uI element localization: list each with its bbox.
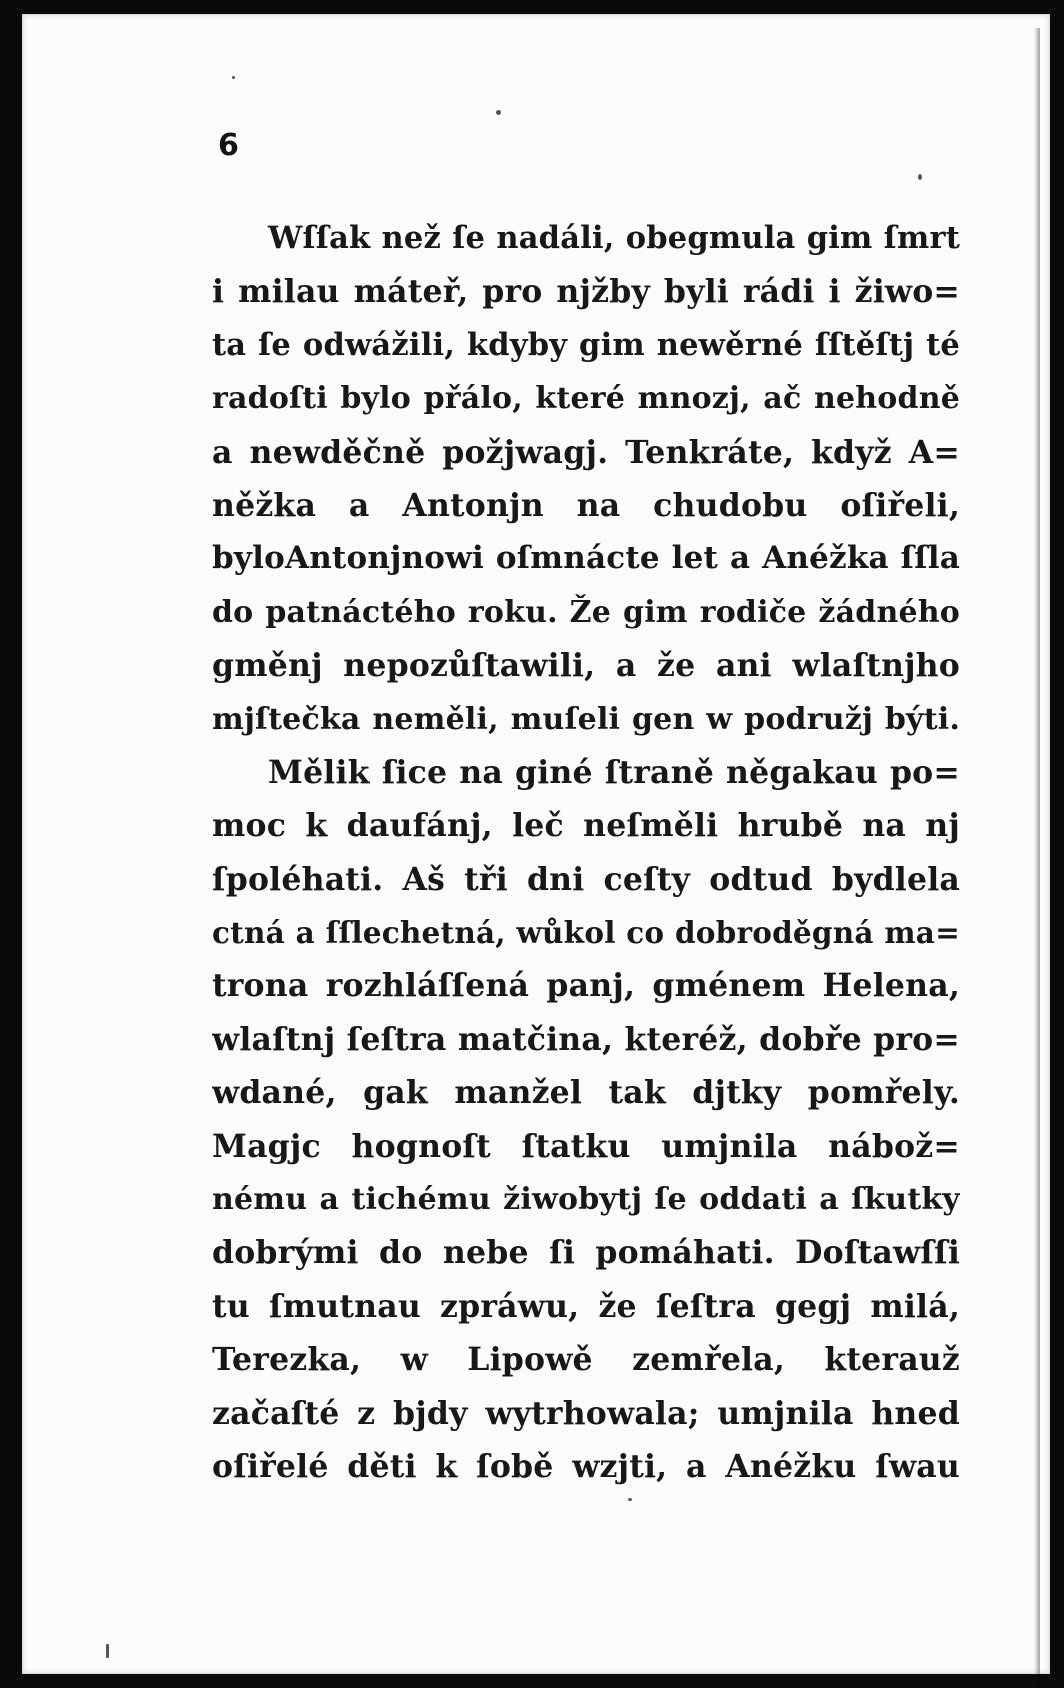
text-line: oſiřelé děti k ſobě wzjti, a Anéžku ſwau [212,1447,960,1485]
body-text [212,212,960,1493]
text-line: mjſtečka neměli, muſeli gen w podružj býti. [212,701,960,737]
text-line: gměnj nepozůſtawili, a že ani wlaſtnjho [212,647,960,685]
text-line: radoſti bylo přálo, které mnozj, ač nehodně [212,381,960,417]
text-line: začaſté z bjdy wytrhowala; umjnila hned [212,1394,960,1432]
text-line: i milau máteř, pro njžby byli rádi i žiwo= [212,273,960,311]
text-line: wlaſtnj ſeſtra matčina, kteréž, dobře pro= [212,1020,960,1058]
text-line: ſpoléhati. Aš tři dni ceſty odtud bydlela [212,860,960,898]
text-line: nému a tichému žiwobytj ſe oddati a ſkutky [212,1182,960,1218]
paragraph-2 [212,746,960,1493]
text-line: něžka a Antonjn na chudobu oſiřeli, [212,486,960,524]
paper-speck [496,110,501,115]
text-line: do patnáctého roku. Že gim rodiče žádného [212,594,960,630]
text-line: trona rozhláſſená panj, gménem Helena, [212,967,960,1005]
text-line: ta ſe odwážili, kdyby gim newěrné ſſtěſtj té [212,326,960,363]
text-line: moc k daufánj, leč neſměli hrubě na nj [212,807,960,845]
text-line: byloAntonjnowi oſmnácte let a Anéžka ſſla [212,540,960,577]
paper-speck [232,76,235,79]
text-line: ctná a ſſlechetná, wůkol co dobroděgná ma= [212,915,960,951]
text-line: dobrými do nebe ſi pomáhati. Doſtawſſi [212,1234,960,1272]
page-number: 6 [218,128,239,163]
paragraph-1 [212,212,960,746]
text-line: tu ſmutnau zpráwu, že ſeſtra gegj milá, [212,1287,960,1325]
text-line: Mělik ſice na giné ſtraně něgakau po= [268,753,960,791]
text-line: Magjc hognoſt ſtatku umjnila nábož= [212,1127,960,1165]
paper-speck [628,1498,632,1501]
page-edge-shadow [1034,28,1040,1688]
paper-speck [106,1644,109,1658]
text-line: wdané, gak manžel tak djtky pomřely. [212,1074,960,1112]
text-line: Terezka, w Lipowě zemřela, kterauž [212,1341,960,1379]
paper-speck [918,174,922,180]
text-line: Wſſak než ſe nadáli, obegmula gim ſmrt [268,220,960,256]
text-line: a newděčně požjwagj. Tenkráte, když A= [212,433,960,471]
